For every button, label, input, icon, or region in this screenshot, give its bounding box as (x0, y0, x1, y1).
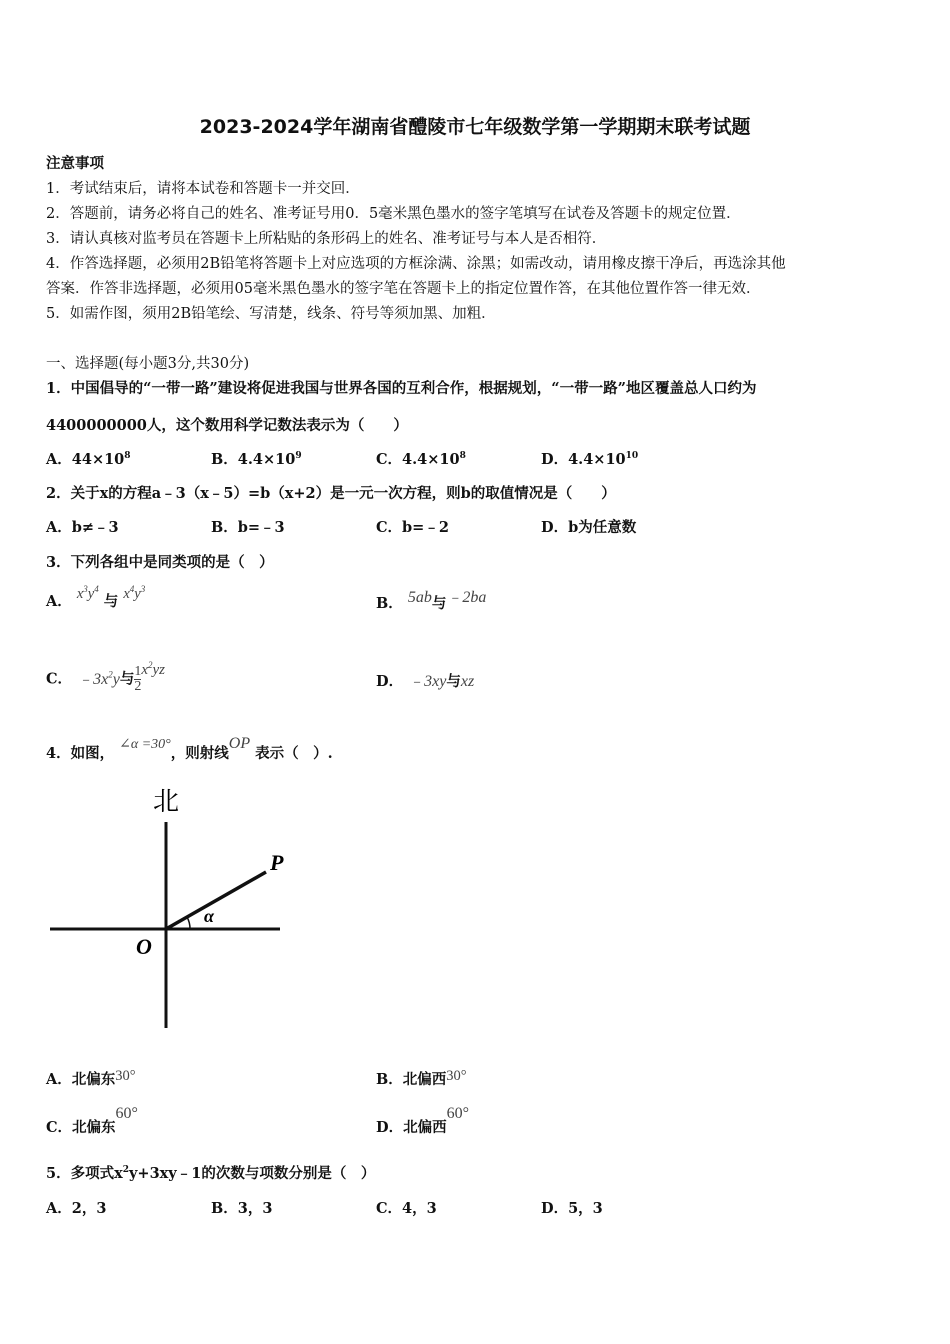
origin-label: O (136, 934, 152, 959)
q3-option-d: D． ﹣3xy与xz (376, 673, 475, 690)
section-heading: 一、选择题(每小题3分,共30分) (46, 356, 250, 372)
q4-figure (40, 780, 300, 1040)
notice-item: 2．答题前，请务必将自己的姓名、准考证号用0．5毫米黑色墨水的签字笔填写在试卷及答题卡的规定位置． (46, 206, 741, 222)
alpha-label: α (204, 906, 214, 926)
north-label: 北 (153, 787, 180, 816)
q1-option-c: C．$4.4\times 10^8$ (376, 451, 466, 468)
q3-option-b: B． 5ab与﹣2ba (376, 589, 487, 612)
notice-heading: 注意事项 (46, 156, 104, 172)
q4-option-a: A．北偏东30° (46, 1068, 136, 1088)
notice-item: 答案．作答非选择题，必须用05毫米黑色墨水的签字笔在答题卡上的指定位置作答，在其他位置作答一律无效． (46, 281, 761, 297)
angle-arc (187, 917, 190, 929)
question-4-text: 4．如图， ∠α =30°，则射线OP 表示（ ）. (46, 735, 333, 762)
page-title: 2023-2024学年湖南省醴陵市七年级数学第一学期期末联考试题 (199, 116, 751, 138)
q2-option-b: B．b=﹣3 (211, 519, 285, 536)
q4-option-b: B．北偏西30° (376, 1068, 467, 1088)
question-1-text: 1．中国倡导的“一带一路”建设将促进我国与世界各国的互利合作，根据规划，“一带一路”地区覆盖总人口约为 (46, 380, 757, 397)
q2-option-c: C．b=﹣2 (376, 519, 449, 536)
notice-item: 3．请认真核对监考员在答题卡上所粘贴的条形码上的姓名、准考证号与本人是否相符． (46, 231, 607, 247)
q5-option-c: C．4，3 (376, 1200, 437, 1217)
q1-option-b: B．$4.4\times 10^9$ (211, 451, 302, 468)
q5-option-a: A．2，3 (46, 1200, 107, 1217)
q4-option-c: C．北偏东60° (46, 1105, 138, 1136)
notice-item: 1．考试结束后，请将本试卷和答题卡一并交回． (46, 181, 360, 197)
q5-option-d: D．5，3 (541, 1200, 603, 1217)
q1-option-a: A．$44\times 10^8$ (46, 451, 131, 468)
q3-option-c: C． $﹣3x^2y$与 $\frac{1}{2}$ $x^2yz$ (46, 659, 165, 694)
q5-option-b: B．3，3 (211, 1200, 273, 1217)
notice-item: 4．作答选择题，必须用2B铅笔将答题卡上对应选项的方框涂满、涂黑；如需改动，请用橡皮擦干净后，再选涂其他 (46, 256, 786, 272)
q2-option-d: D．b为任意数 (541, 519, 637, 536)
notice-item: 5．如需作图，须用2B铅笔绘、写清楚，线条、符号等须加黑、加粗． (46, 306, 496, 322)
q3-option-a: A． $x^3y^4$ 与 $x^4y^3$ (46, 584, 146, 610)
q1-option-d: D．$4.4\times 10^{10}$ (541, 451, 639, 468)
question-1-text-cont: 4400000000人，这个数用科学记数法表示为（ ） (46, 417, 408, 434)
ray-op (166, 872, 266, 929)
question-5-text: 5．多项式$x^2y+3xy﹣1$的次数与项数分别是（ ） (46, 1165, 376, 1182)
question-2-text: 2．关于x的方程a﹣3（x﹣5）=b（x+2）是一元一次方程，则b的取值情况是（ ） (46, 485, 616, 502)
point-p-label: P (270, 850, 284, 875)
q4-option-d: D．北偏西60° (376, 1105, 469, 1136)
question-3-text: 3．下列各组中是同类项的是（ ） (46, 554, 274, 571)
q2-option-a: A．b≠﹣3 (46, 519, 119, 536)
